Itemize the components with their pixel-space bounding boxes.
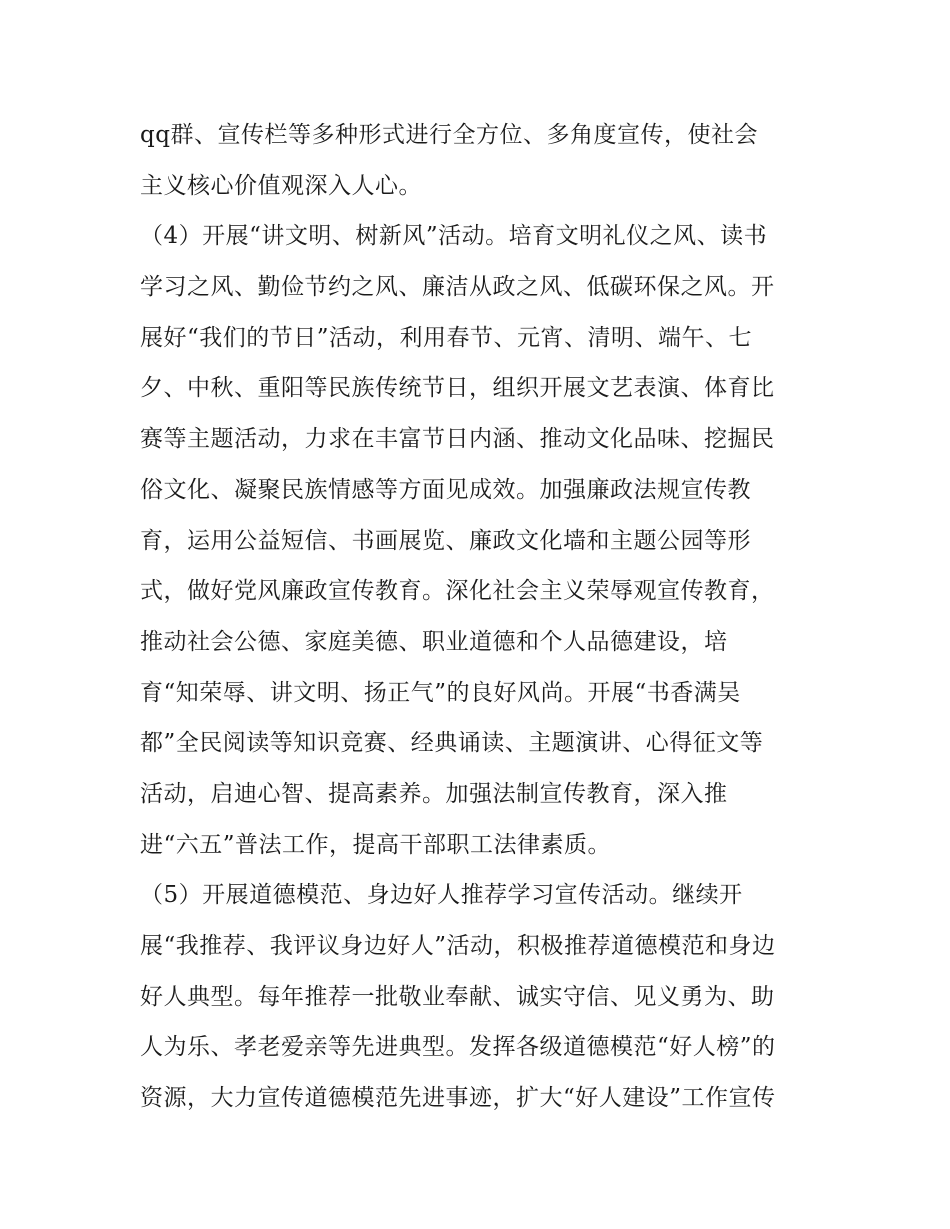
text-line: （4）开展“讲文明、树新风”活动。培育文明礼仪之风、读书 [140, 223, 768, 250]
text-line: 活动，启迪心智、提高素养。加强法制宣传教育，深入推 [140, 780, 728, 807]
text-line: 夕、中秋、重阳等民族传统节日，组织开展文艺表演、体育比 [140, 375, 775, 402]
text-line: 式，做好党风廉政宣传教育。深化社会主义荣辱观宣传教育， [140, 578, 775, 605]
text-line: 展“我推荐、我评议身边好人”活动，积极推荐道德模范和身边 [140, 933, 776, 959]
text-line: qq群、宣传栏等多种形式进行全方位、多角度宣传，使社会 [140, 122, 758, 148]
text-line: （5）开展道德模范、身边好人推荐学习宣传活动。继续开 [140, 882, 743, 909]
text-line: 好人典型。每年推荐一批敬业奉献、诚实守信、见义勇为、助 [140, 983, 775, 1010]
text-line: 人为乐、孝老爱亲等先进典型。发挥各级道德模范“好人榜”的 [140, 1034, 776, 1061]
text-line: 育，运用公益短信、书画展览、廉政文化墙和主题公园等形 [140, 527, 751, 554]
text-line: 都”全民阅读等知识竞赛、经典诵读、主题演讲、心得征文等 [140, 730, 764, 757]
text-line: 俗文化、凝聚民族情感等方面见成效。加强廉政法规宣传教 [140, 476, 751, 503]
text-line: 进“六五”普法工作，提高干部职工法律素质。 [140, 831, 612, 858]
text-line: 资源，大力宣传道德模范先进事迹，扩大“好人建设”工作宣传 [140, 1085, 776, 1112]
text-line: 学习之风、勤俭节约之风、廉洁从政之风、低碳环保之风。开 [140, 274, 775, 301]
body-text [140, 110, 820, 1124]
text-line: 展好“我们的节日”活动，利用春节、元宵、清明、端午、七 [140, 324, 753, 351]
text-line: 育“知荣辱、讲文明、扬正气”的良好风尚。开展“书香满吴 [140, 679, 741, 706]
text-line: 主义核心价值观深入人心。 [140, 172, 422, 199]
text-line: 赛等主题活动，力求在丰富节日内涵、推动文化品味、挖掘民 [140, 426, 775, 453]
text-line: 推动社会公德、家庭美德、职业道德和个人品德建设，培 [140, 628, 728, 655]
